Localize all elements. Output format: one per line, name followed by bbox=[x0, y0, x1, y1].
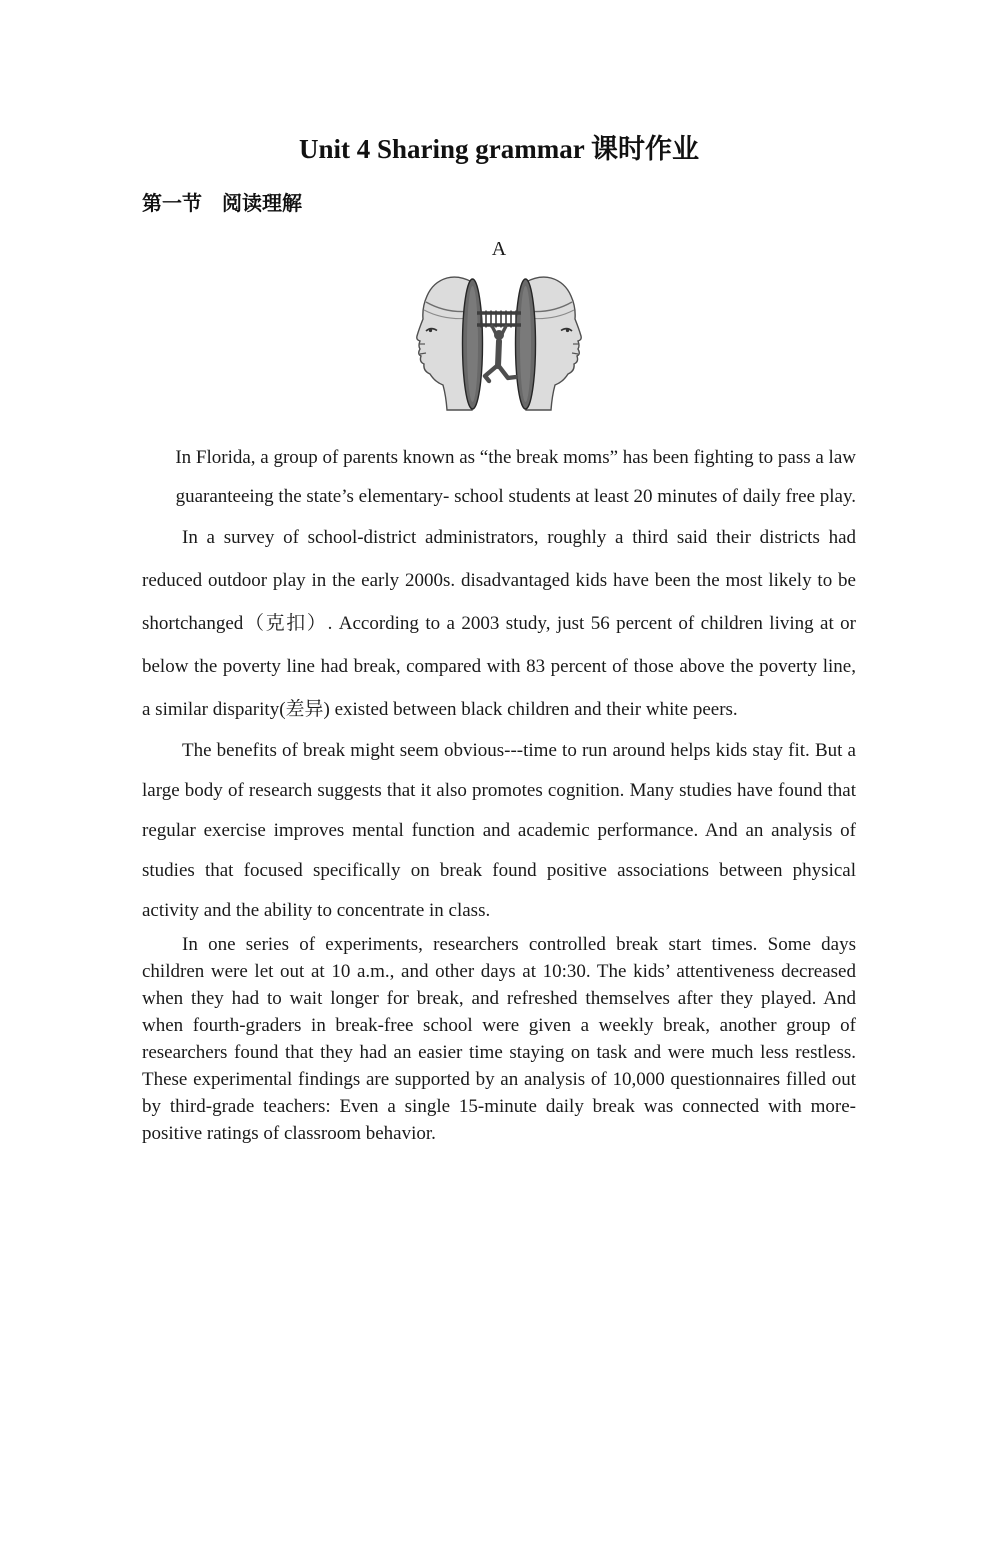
climbing-figure bbox=[485, 326, 516, 381]
section-heading: 第一节 阅读理解 bbox=[142, 193, 302, 215]
right-open-head bbox=[516, 277, 582, 410]
reading-passage bbox=[142, 438, 856, 1147]
passage-label: A bbox=[491, 238, 507, 260]
document-title: Unit 4 Sharing grammar 课时作业 bbox=[298, 134, 699, 164]
passage-paragraph-3: The benefits of break might seem obvious---time to run around helps kids stay fit. But a large body of research suggests that it also promotes cognition. Many studies have found that regular exercise improves mental function and academic performance. And an analysis of studies that focused specifically on break found positive associations between physical activity and the ability to concentrate in class. bbox=[142, 740, 856, 921]
worksheet-page bbox=[0, 130, 1000, 1544]
passage-illustration bbox=[415, 274, 583, 412]
left-open-head bbox=[417, 277, 483, 410]
passage-paragraph-1: In Florida, a group of parents known as “the break moms” has been fighting to pass a law guaranteeing the state’s elementary- school students at least 20 minutes of daily free play. bbox=[175, 447, 856, 507]
passage-paragraph-2: In a survey of school-district administrators, roughly a third said their districts had reduced outdoor play in the early 2000s. disadvantaged kids have been the most likely to be shortchanged（克扣）. According to a 2003 study, just 56 percent of children living at or below the poverty line had break, compared with 83 percent of those above the poverty line, a similar disparity(差异) existed between black children and their white peers. bbox=[142, 527, 856, 720]
passage-paragraph-4: In one series of experiments, researchers controlled break start times. Some days children were let out at 10 a.m., and other days at 10:30. The kids’ attentiveness decreased when they had to wait longer for break, and refreshed themselves after they played. And when fourth-graders in break-free school were given a weekly break, another group of researchers found that they had an easier time staying on task and were much less restless. These experimental findings are supported by an analysis of 10,000 questionnaires filled out by third-grade teachers: Even a single 15-minute daily break was connected with more-positive ratings of classroom behavior. bbox=[142, 934, 856, 1144]
two-heads-ladder-illustration-icon bbox=[415, 274, 583, 412]
ladder-bridge bbox=[477, 311, 521, 328]
